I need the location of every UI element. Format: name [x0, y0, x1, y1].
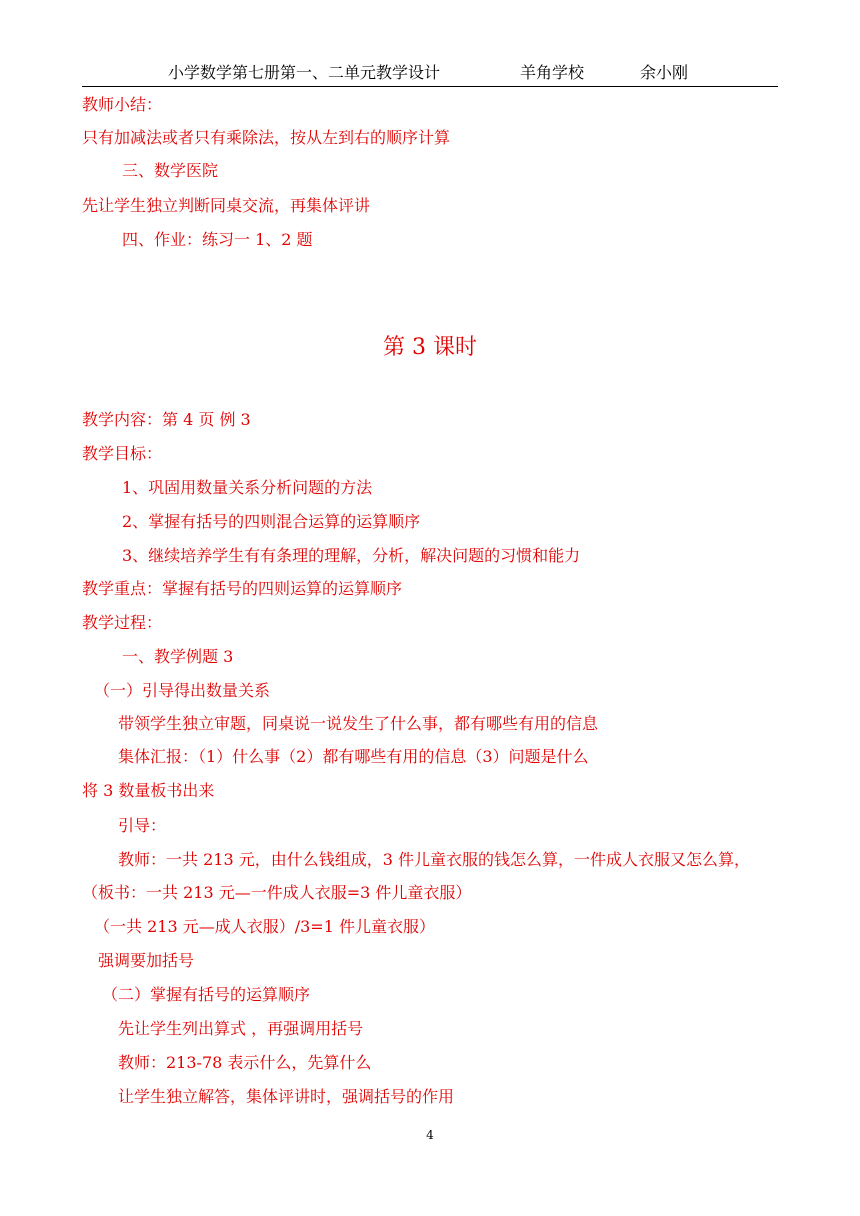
board-note-2: （一共 213 元—成人衣服）/3=1 件儿童衣服） [94, 917, 435, 936]
goal-2: 2、掌握有括号的四则混合运算的运算顺序 [122, 512, 421, 531]
process-line-4: 先让学生列出算式 ，再强调用括号 [118, 1019, 364, 1038]
teaching-process-label: 教学过程： [82, 613, 163, 632]
page-number: 4 [426, 1128, 434, 1142]
teaching-content: 教学内容：第 4 页 例 3 [82, 410, 251, 429]
goal-3: 3、继续培养学生有有条理的理解，分析，解决问题的习惯和能力 [122, 546, 581, 565]
header-school: 羊角学校 [520, 63, 585, 82]
page-header [82, 60, 778, 87]
teacher-summary-label: 教师小结： [82, 95, 163, 114]
process-line-2: 集体汇报：（1）什么事（2）都有哪些有用的信息（3）问题是什么 [118, 747, 589, 766]
subsection-1: （一）引导得出数量关系 [94, 681, 271, 700]
goal-1: 1、巩固用数量关系分析问题的方法 [122, 478, 373, 497]
process-line-1: 带领学生独立审题，同桌说一说发生了什么事，都有哪些有用的信息 [118, 714, 599, 733]
emphasize-brackets: 强调要加括号 [98, 951, 195, 970]
subsection-2: （二）掌握有括号的运算顺序 [102, 985, 311, 1004]
header-author: 余小刚 [640, 63, 689, 82]
section-math-hospital: 三、数学医院 [122, 161, 219, 180]
teaching-goals-label: 教学目标： [82, 444, 163, 463]
hospital-text: 先让学生独立判断同桌交流，再集体评讲 [82, 196, 371, 215]
section-homework: 四、作业：练习一 1、2 题 [122, 230, 313, 249]
section-example-3: 一、教学例题 3 [122, 647, 234, 666]
board-note-1: （板书：一共 213 元—一件成人衣服=3 件儿童衣服） [82, 883, 472, 902]
teaching-focus: 教学重点：掌握有括号的四则运算的运算顺序 [82, 579, 403, 598]
teacher-question: 教师：一共 213 元，由什么钱组成，3 件儿童衣服的钱怎么算，一件成人衣服又怎么算， [118, 850, 750, 869]
process-line-5: 教师：213-78 表示什么，先算什么 [118, 1053, 372, 1072]
process-line-6: 让学生独立解答，集体评讲时，强调括号的作用 [118, 1087, 455, 1106]
guide-label: 引导： [118, 816, 167, 835]
process-line-3: 将 3 数量板书出来 [82, 781, 215, 800]
summary-text: 只有加减法或者只有乘除法，按从左到右的顺序计算 [82, 128, 451, 147]
header-title: 小学数学第七册第一、二单元教学设计 [168, 63, 441, 82]
lesson-title: 第 3 课时 [383, 335, 477, 360]
